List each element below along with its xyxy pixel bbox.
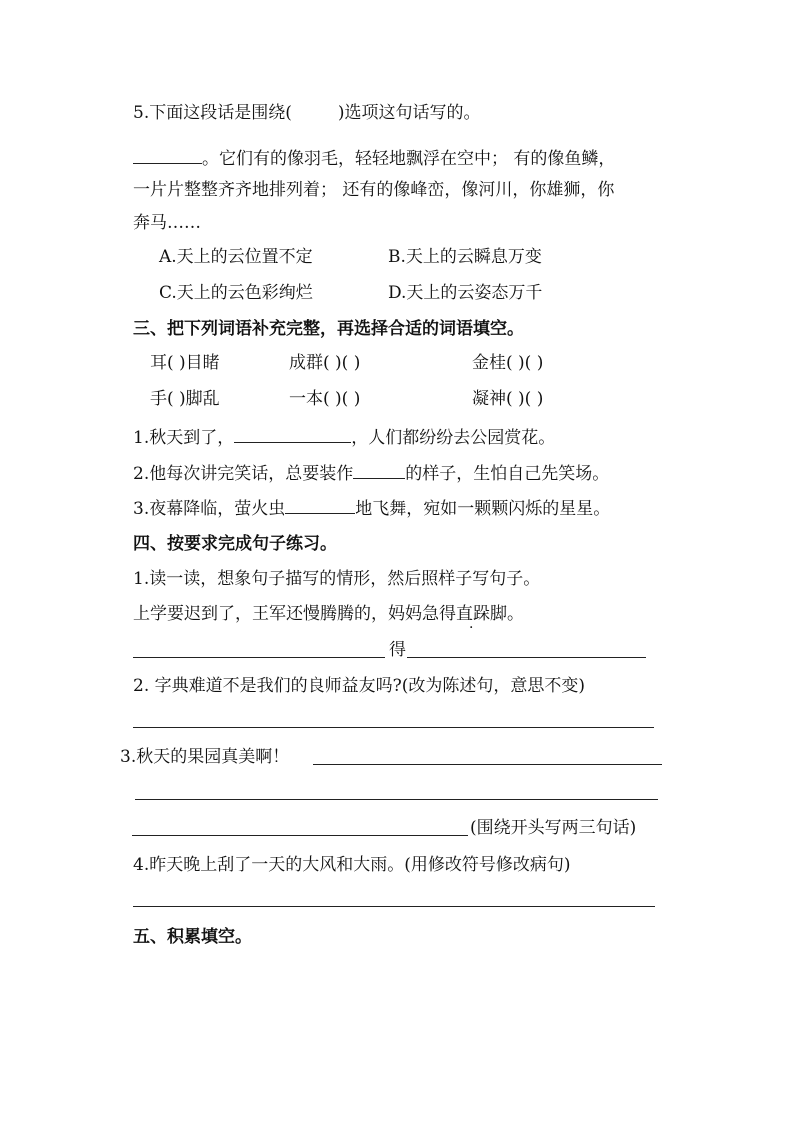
word-3: 金桂( )( ) xyxy=(472,353,544,373)
q5-passage-line1: 。它们有的像羽毛，轻轻地飘浮在空中； 有的像鱼鳞， xyxy=(133,145,615,171)
s4-q3-answer-line-1[interactable] xyxy=(313,764,662,765)
q5-option-c[interactable]: C.天上的云色彩绚烂 xyxy=(159,283,313,303)
word-2: 成群( )( ) xyxy=(289,353,361,373)
word-1: 耳( )目睹 xyxy=(150,353,220,373)
s4-q4: 4.昨天晚上刮了一天的大风和大雨。(用修改符号修改病句) xyxy=(133,855,571,875)
q5-option-b[interactable]: B.天上的云瞬息万变 xyxy=(388,247,542,267)
section3-heading: 三、把下列词语补充完整，再选择合适的词语填空。 xyxy=(133,319,524,339)
word-4: 手( )脚乱 xyxy=(150,389,220,409)
s4-q4-answer-line[interactable] xyxy=(133,906,655,907)
s4-q2-answer-line[interactable] xyxy=(133,727,654,728)
q5-stem: 5.下面这段话是围绕( )选项这句话写的。 xyxy=(133,103,481,123)
q5-passage-line2: 一片片整整齐齐地排列着； 还有的像峰峦，像河川，你雄狮，你 xyxy=(133,180,615,200)
word-5: 一本( )( ) xyxy=(289,389,361,409)
s4-q3-answer-line-2[interactable] xyxy=(135,799,658,800)
s4-q1: 1.读一读，想象句子描写的情形，然后照样子写句子。 xyxy=(133,569,541,589)
section5-heading: 五、积累填空。 xyxy=(133,927,252,947)
s4-q1-answer-line-right[interactable] xyxy=(407,657,646,658)
s3-sentence-3: 3.夜幕降临，萤火虫 地飞舞，宛如一颗颗闪烁的星星。 xyxy=(133,495,610,521)
s4-q2: 2. 字典难道不是我们的良师益友吗?(改为陈述句，意思不变) xyxy=(133,676,586,696)
s4-q3-note: (围绕开头写两三句话) xyxy=(470,818,637,838)
q5-option-d[interactable]: D.天上的云姿态万千 xyxy=(388,283,543,303)
s3-sentence-2: 2.他每次讲完笑话，总要装作 的样子，生怕自己先笑场。 xyxy=(133,460,609,486)
s4-q1-de: 得 xyxy=(389,640,406,660)
emphasis-dot: · xyxy=(469,620,474,636)
s4-q1-example: 上学要迟到了，王军还慢腾腾的，妈妈急得直跺脚。 xyxy=(133,604,524,624)
s3-blank-2[interactable] xyxy=(353,460,405,479)
q5-blank[interactable] xyxy=(133,145,202,164)
q5-option-a[interactable]: A.天上的云位置不定 xyxy=(159,247,313,267)
q5-passage-line3: 奔马…… xyxy=(133,213,201,233)
s3-blank-3[interactable] xyxy=(285,495,355,514)
word-6: 凝神( )( ) xyxy=(472,389,544,409)
s3-blank-1[interactable] xyxy=(234,424,351,443)
s4-q1-answer-line-left[interactable] xyxy=(133,657,385,658)
section4-heading: 四、按要求完成句子练习。 xyxy=(133,534,337,554)
s4-q3: 3.秋天的果园真美啊！ xyxy=(120,747,290,767)
s3-sentence-1: 1.秋天到了， ，人们都纷纷去公园赏花。 xyxy=(133,424,555,450)
s4-q3-answer-line-3[interactable] xyxy=(132,835,468,836)
